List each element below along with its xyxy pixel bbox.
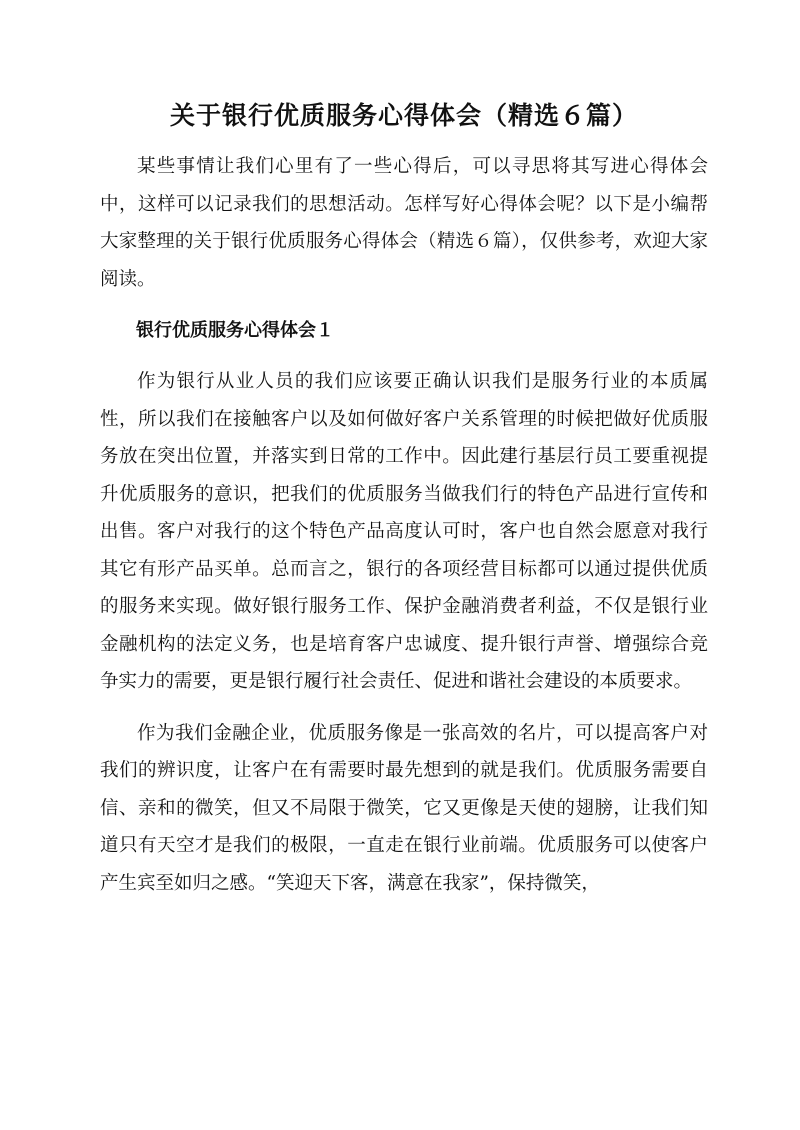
document-title: 关于银行优质服务心得体会（精选６篇） xyxy=(169,101,638,130)
body-paragraph-1: 作为银行从业人员的我们应该要正确认识我们是服务行业的本质属性，所以我们在接触客户以及如何做好客户关系管理的时候把做好优质服务放在突出位置，并落实到日常的工作中。因此建行基层行员工要重视提升优质服务的意识，把我们的优质服务当做我们行的特色产品进行宣传和出售。客户对我行的这个特色产品高度认可时，客户也自然会愿意对我行其它有形产品买单。总而言之，银行的各项经营目标都可以通过提供优质的服务来实现。做好银行服务工作、保护金融消费者利益，不仅是银行业金融机构的法定义务，也是培育客户忠诚度、提升银行声誉、增强综合竞争实力的需要，更是银行履行社会责任、促进和谐社会建设的本质要求。 xyxy=(100,371,708,692)
intro-paragraph: 某些事情让我们心里有了一些心得后，可以寻思将其写进心得体会中，这样可以记录我们的思想活动。怎样写好心得体会呢？以下是小编帮大家整理的关于银行优质服务心得体会（精选６篇），仅供参考，欢迎大家阅读。 xyxy=(100,156,708,290)
body-paragraph-2: 作为我们金融企业，优质服务像是一张高效的名片，可以提高客户对我们的辨识度，让客户在有需要时最先想到的就是我们。优质服务需要自信、亲和的微笑，但又不局限于微笑，它又更像是天使的翅膀，让我们知道只有天空才是我们的极限，一直走在银行业前端。优质服务可以使客户产生宾至如归之感。“笑迎天下客，满意在我家”，保持微笑， xyxy=(100,722,708,894)
section-heading: 银行优质服务心得体会１ xyxy=(136,320,334,341)
